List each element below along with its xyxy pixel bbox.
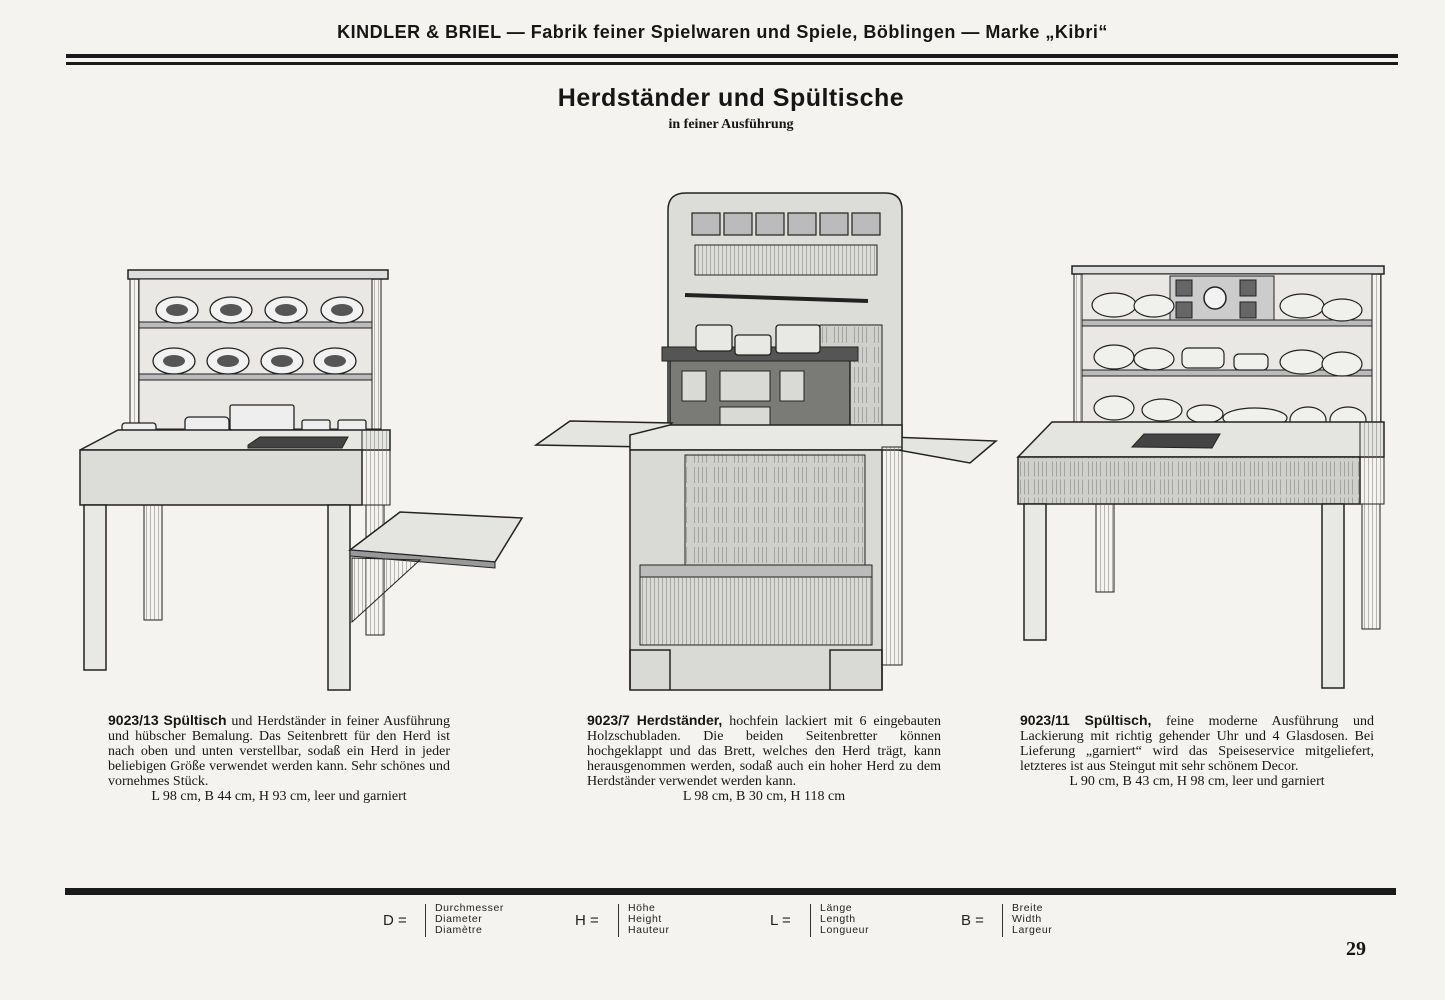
legend-brace [425, 904, 432, 937]
legend-term: Largeur [1012, 924, 1053, 936]
item-dimensions: L 98 cm, B 30 cm, H 118 cm [682, 789, 846, 804]
legend-brace [810, 904, 817, 937]
footer-rule [65, 888, 1396, 895]
legend-term: Longueur [820, 924, 870, 936]
page-subtitle: in feiner Ausführung [668, 117, 794, 132]
legend-term: Breite [1012, 902, 1044, 914]
legend-brace [1002, 904, 1009, 937]
illustration-herdstaender-9023-7 [530, 185, 1000, 695]
item-dimensions: L 90 cm, B 43 cm, H 98 cm, leer und garniert [1069, 774, 1325, 789]
illustration-spueltisch-9023-11 [1012, 262, 1404, 692]
illustration-spueltisch-9023-13 [70, 260, 530, 700]
legend-height [575, 902, 695, 942]
item-number: 9023/11 [1020, 712, 1070, 728]
legend-symbol: L = [770, 912, 791, 929]
header-rule-bottom [66, 62, 1398, 65]
item-number: 9023/7 [587, 712, 630, 728]
legend-diameter [383, 902, 523, 942]
item-text: feine moderne Ausführung und Lackierung mit richtig gehender Uhr und 4 Glasdosen. Bei Lieferung „garniert“ wird das Speiseservice mitgeliefert, letzteres ist aus Steingut mit sehr schönem Decor. [1020, 714, 1374, 774]
item-name: Spültisch [163, 712, 227, 728]
item-description-9023-13 [108, 713, 450, 804]
legend-term: Hauteur [628, 924, 670, 936]
item-text: hochfein lackiert mit 6 eingebauten Holzschubladen. Die beiden Seitenbretter können hochgeklappt und das Brett, welches den Herd trägt, kann herausgenommen werden, sodaß auch ein hoher Herd zu dem Herdständer verwendet werden kann. [587, 714, 941, 789]
item-number: 9023/13 [108, 712, 159, 728]
header-title: KINDLER & BRIEL — Fabrik feiner Spielwaren und Spiele, Böblingen — Marke „Kibri“ [337, 22, 1108, 42]
item-name: Herdständer, [636, 712, 723, 728]
legend-brace [618, 904, 625, 937]
legend-term: Durchmesser [435, 902, 505, 914]
item-name: Spültisch, [1084, 712, 1152, 728]
legend-symbol: H = [575, 912, 599, 929]
legend-term: Length [820, 913, 856, 925]
item-description-9023-7 [587, 713, 941, 804]
legend-term: Diameter [435, 913, 483, 925]
legend-terms [820, 903, 869, 936]
legend-terms [628, 903, 670, 936]
legend-terms [435, 903, 504, 936]
legend-term: Länge [820, 902, 853, 914]
legend-term: Höhe [628, 902, 656, 914]
legend-term: Width [1012, 913, 1042, 925]
page-number: 29 [1346, 938, 1366, 960]
legend-terms [1012, 903, 1052, 936]
legend-term: Height [628, 913, 662, 925]
legend-width [961, 902, 1081, 942]
item-description-9023-11 [1020, 713, 1374, 789]
legend-symbol: B = [961, 912, 984, 929]
page-title: Herdständer und Spültische [557, 84, 905, 112]
legend-length [770, 902, 890, 942]
item-text: und Herdständer in feiner Ausführung und hübscher Bemalung. Das Seitenbrett für den Herd ist nach oben und unten verstellbar, sodaß ein Herd in jeder beliebigen Größe verwendet werden kann. Sehr schönes und vornehmes Stück. [108, 714, 450, 789]
legend-term: Diamètre [435, 924, 483, 936]
item-dimensions: L 98 cm, B 44 cm, H 93 cm, leer und garniert [151, 789, 407, 804]
header-rule-top [66, 54, 1398, 58]
legend-symbol: D = [383, 912, 407, 929]
